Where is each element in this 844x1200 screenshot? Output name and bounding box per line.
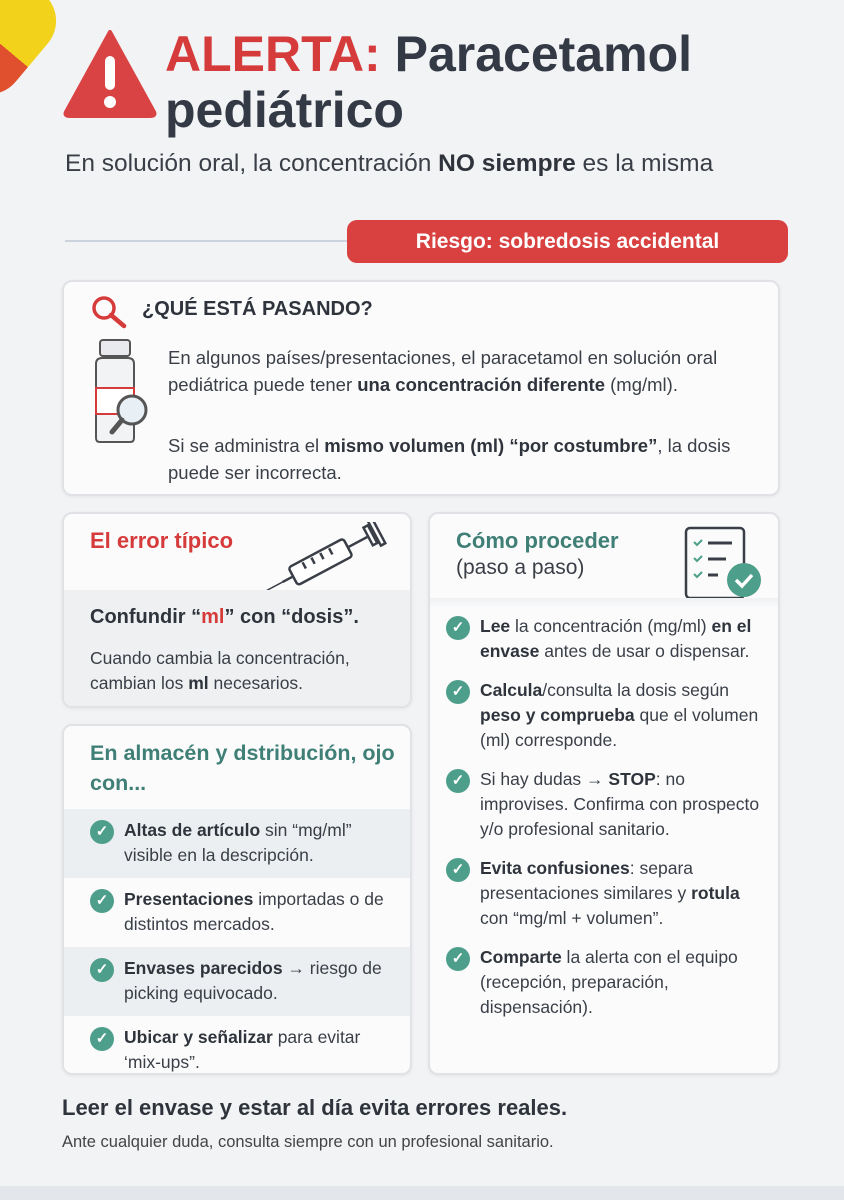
what-is-happening-card	[62, 280, 780, 496]
item-text	[480, 614, 772, 664]
title-product: Paracetamol	[394, 26, 692, 82]
text: /consulta la dosis según	[542, 680, 730, 700]
storage-heading: En almacén y dstribución, ojo con...	[90, 741, 395, 795]
text: la concentración (mg/ml)	[510, 616, 712, 636]
steps-list	[446, 608, 776, 1028]
text: necesarios.	[208, 673, 304, 693]
text: → riesgo de picking equivocado.	[124, 958, 382, 1003]
check-circle-icon: ✓	[446, 858, 470, 882]
storage-item	[64, 809, 410, 878]
storage-card	[62, 724, 412, 1075]
text: es la misma	[575, 150, 714, 177]
text: con “mg/ml + volumen”.	[480, 908, 664, 928]
step-item	[446, 939, 776, 1028]
text: para evitar ‘mix-ups”.	[124, 1027, 361, 1072]
syringe-icon	[249, 522, 399, 597]
subtitle	[65, 148, 715, 180]
check-circle-icon: ✓	[446, 769, 470, 793]
error-text	[90, 646, 400, 696]
check-circle-icon: ✓	[446, 947, 470, 971]
bold-text: Lee	[480, 616, 511, 636]
divider	[65, 240, 355, 242]
item-text	[124, 956, 390, 1006]
item-text	[124, 1025, 390, 1075]
step-item	[446, 761, 776, 850]
magnifier-icon	[90, 294, 130, 330]
bold-text: Confundir “	[90, 606, 202, 628]
error-heading: El error típico	[90, 528, 234, 553]
bold-text: ml	[201, 606, 225, 628]
check-circle-icon: ✓	[90, 889, 114, 913]
text: que el volumen (ml) corresponde.	[480, 705, 759, 750]
bold-text: Altas de artículo	[124, 820, 261, 840]
text: : separa presentaciones similares y	[480, 858, 693, 903]
item-text	[124, 818, 390, 868]
error-lead	[90, 606, 359, 629]
steps-divider	[430, 598, 778, 608]
bold-text: Evita confusiones	[480, 858, 630, 878]
storage-item	[64, 1016, 410, 1075]
warning-triangle-icon	[62, 28, 158, 118]
bold-text: NO siempre	[438, 150, 576, 177]
storage-item	[64, 947, 410, 1016]
storage-list	[64, 809, 410, 1075]
bold-text: Presentaciones	[124, 889, 254, 909]
steps-subheading: (paso a paso)	[456, 556, 585, 579]
bold-text: rotula	[691, 883, 740, 903]
check-circle-icon: ✓	[90, 958, 114, 982]
item-text	[124, 887, 390, 937]
text: Si se administra el	[168, 435, 325, 456]
bold-text: una concentración diferente	[357, 374, 605, 395]
text: la alerta con el equipo (recepción, preparación, dispensación).	[480, 947, 738, 1017]
what-paragraph-1	[168, 344, 748, 398]
what-paragraph-2	[168, 432, 768, 486]
text: importadas o de distintos mercados.	[124, 889, 384, 934]
title-line2: pediátrico	[165, 82, 404, 138]
bold-text: ” con “dosis”.	[224, 606, 359, 628]
item-text	[480, 678, 772, 753]
footer-main: Leer el envase y estar al día evita errores reales.	[62, 1095, 568, 1120]
error-body	[64, 590, 410, 708]
check-circle-icon: ✓	[446, 616, 470, 640]
page-title	[165, 26, 692, 138]
bold-text: ml	[188, 673, 209, 693]
step-item	[446, 608, 776, 672]
text: (mg/ml).	[605, 374, 678, 395]
text: En algunos países/presentaciones, el paracetamol en solución oral pediátrica puede tener	[168, 347, 718, 395]
checklist-icon	[682, 526, 770, 602]
bold-text: STOP	[608, 769, 656, 789]
item-text	[480, 945, 772, 1020]
bold-text: en el envase	[480, 616, 752, 661]
how-to-proceed-card	[428, 512, 780, 1075]
risk-badge: Riesgo: sobredosis accidental	[347, 220, 788, 263]
bold-text: Envases parecidos	[124, 958, 283, 978]
text: , la dosis puede ser incorrecta.	[168, 435, 731, 483]
typical-error-card	[62, 512, 412, 708]
check-circle-icon: ✓	[446, 680, 470, 704]
text: antes de usar o dispensar.	[539, 641, 750, 661]
check-circle-icon: ✓	[90, 1027, 114, 1051]
step-item	[446, 672, 776, 761]
text: sin “mg/ml” visible en la descripción.	[124, 820, 352, 865]
bold-text: Comparte	[480, 947, 562, 967]
check-circle-icon: ✓	[90, 820, 114, 844]
item-text	[480, 856, 772, 931]
text: Si hay dudas →	[480, 769, 609, 789]
section-heading: ¿QUÉ ESTÁ PASANDO?	[142, 298, 373, 320]
medicine-bottle-icon	[88, 338, 158, 448]
text: Cuando cambia la concentración, cambian los	[90, 648, 350, 693]
step-item	[446, 850, 776, 939]
bold-text: mismo volumen (ml) “por costumbre”	[324, 435, 658, 456]
bold-text: Calcula	[480, 680, 543, 700]
bold-text: Ubicar y señalizar	[124, 1027, 273, 1047]
text: En solución oral, la concentración	[65, 150, 439, 177]
item-text	[480, 767, 772, 842]
steps-heading: Cómo proceder	[456, 528, 619, 553]
footer-note: Ante cualquier duda, consulta siempre con un profesional sanitario.	[62, 1133, 554, 1151]
text: : no improvises. Confirma con prospecto y/o profesional sanitario.	[480, 769, 760, 839]
storage-item	[64, 878, 410, 947]
pill-capsule-icon	[0, 0, 70, 108]
title-alert: ALERTA:	[165, 26, 381, 82]
bold-text: peso y comprueba	[480, 705, 635, 725]
bottom-strip	[0, 1186, 844, 1200]
